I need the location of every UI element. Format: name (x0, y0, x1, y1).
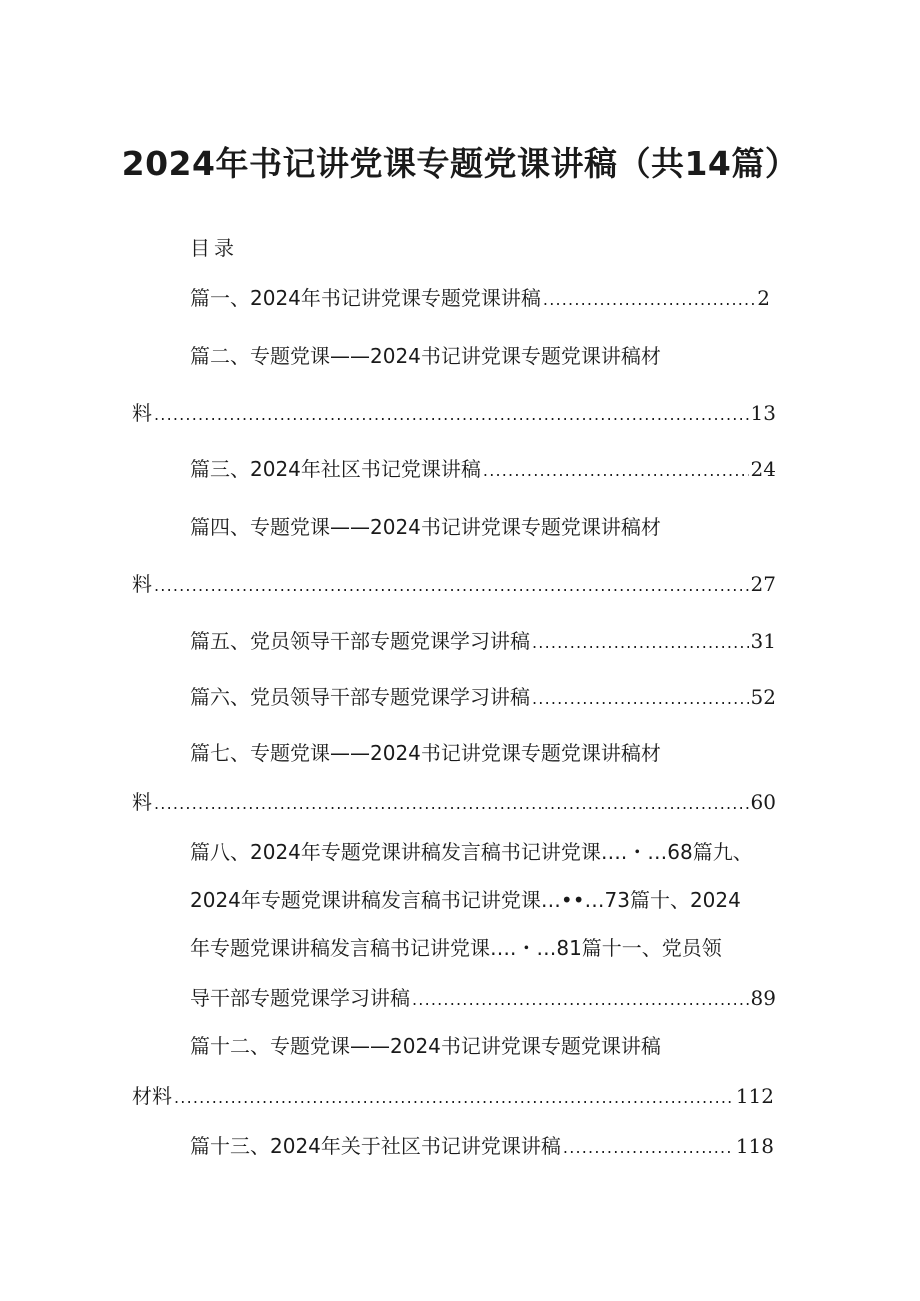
leader-dots (532, 627, 749, 659)
toc-entry-label: 篇一、2024年书记讲党课专题党课讲稿 (190, 286, 541, 310)
leader-dots (154, 570, 749, 602)
toc-entry-label: 篇三、2024年社区书记党课讲稿 (190, 457, 481, 481)
toc-entry-12-line1[interactable]: 篇十二、专题党课——2024书记讲党课专题党课讲稿 (190, 1034, 661, 1058)
toc-page-number: 52 (750, 685, 776, 709)
toc-entry-12-line2[interactable] (132, 1080, 774, 1112)
toc-entry-7-line1[interactable]: 篇七、专题党课——2024书记讲党课专题党课讲稿材 (190, 741, 661, 765)
document-title: 2024年书记讲党课专题党课讲稿（共14篇） (121, 144, 799, 183)
toc-entry-13[interactable] (190, 1130, 774, 1162)
leader-dots (483, 455, 749, 487)
toc-entry-label: 料 (132, 401, 152, 425)
leader-dots (174, 1082, 734, 1114)
toc-page-number: 13 (750, 401, 776, 425)
toc-entry-label: 导干部专题党课学习讲稿 (190, 986, 410, 1010)
toc-entry-label: 料 (132, 790, 152, 814)
toc-entry-2-line1[interactable]: 篇二、专题党课——2024书记讲党课专题党课讲稿材 (190, 344, 661, 368)
toc-entry-4-line1[interactable]: 篇四、专题党课——2024书记讲党课专题党课讲稿材 (190, 515, 661, 539)
leader-dots (154, 788, 749, 820)
toc-page-number: 60 (750, 790, 776, 814)
leader-dots (154, 399, 749, 431)
leader-dots (532, 683, 749, 715)
toc-merged-line-2[interactable]: 2024年专题党课讲稿发言稿书记讲党课…••…73篇十、2024 (190, 888, 741, 912)
toc-merged-line-1[interactable]: 篇八、2024年专题党课讲稿发言稿书记讲党课….・…68篇九、 (190, 840, 753, 864)
toc-entry-label: 料 (132, 572, 152, 596)
toc-entry-5[interactable] (190, 625, 776, 657)
toc-page-number: 2 (757, 286, 770, 310)
toc-entry-4-line2[interactable] (132, 568, 776, 600)
leader-dots (412, 984, 749, 1016)
toc-entry-label: 材料 (132, 1084, 172, 1108)
leader-dots (563, 1132, 734, 1164)
toc-entry-label: 篇六、党员领导干部专题党课学习讲稿 (190, 685, 530, 709)
toc-entry-3[interactable] (190, 453, 776, 485)
toc-entry-6[interactable] (190, 681, 776, 713)
leader-dots (543, 284, 755, 316)
toc-page-number: 89 (750, 986, 776, 1010)
toc-heading: 目录 (190, 236, 238, 260)
toc-entry-label: 篇十三、2024年关于社区书记讲党课讲稿 (190, 1134, 561, 1158)
toc-page-number: 24 (750, 457, 776, 481)
toc-entry-2-line2[interactable] (132, 397, 776, 429)
toc-entry-1[interactable] (190, 282, 770, 314)
toc-page-number: 27 (750, 572, 776, 596)
toc-merged-line-4[interactable] (190, 982, 776, 1014)
toc-page-number: 118 (735, 1134, 774, 1158)
toc-merged-line-3[interactable]: 年专题党课讲稿发言稿书记讲党课….・…81篇十一、党员领 (190, 936, 722, 960)
toc-page-number: 31 (750, 629, 776, 653)
toc-entry-7-line2[interactable] (132, 786, 776, 818)
toc-entry-label: 篇五、党员领导干部专题党课学习讲稿 (190, 629, 530, 653)
toc-page-number: 112 (735, 1084, 774, 1108)
